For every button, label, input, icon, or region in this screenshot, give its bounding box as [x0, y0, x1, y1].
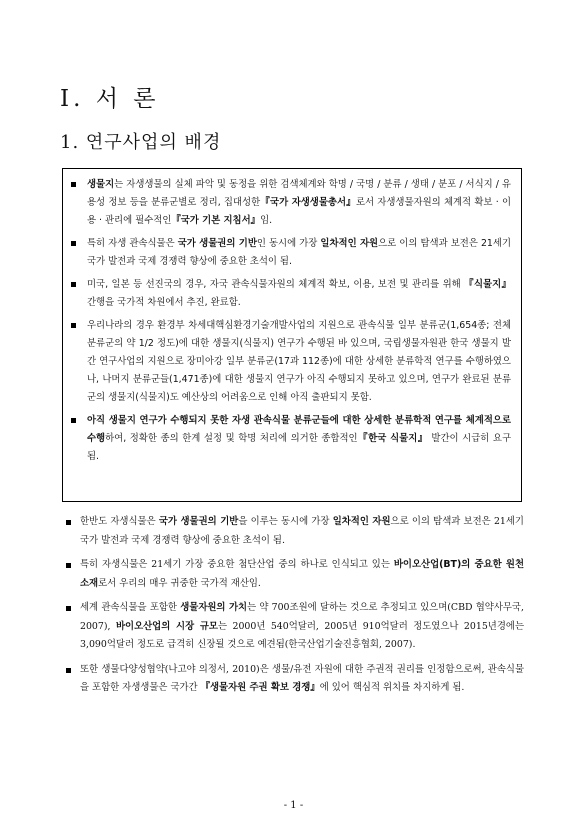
body-list — [62, 513, 524, 704]
bold-text: 『국가 기본 지침서』 — [171, 215, 261, 226]
bold-text: 일차적인 자원 — [320, 238, 379, 249]
bold-text: 생물자원의 가치 — [180, 602, 248, 613]
section-title: 1. 연구사업의 배경 — [60, 132, 222, 153]
text-run: 는 약 700조원에 달하는 것으로 추정되고 있으며(CBD 협약사무국, 2007), — [80, 602, 524, 632]
summary-list-item — [69, 412, 511, 466]
summary-list-item — [69, 276, 511, 312]
summary-list-item — [69, 235, 511, 271]
body-list-item — [62, 513, 524, 550]
body-list-item — [62, 556, 524, 593]
body-list-item — [62, 599, 524, 655]
text-run: 는 자생생물의 실체 파악 및 동정을 위한 검색체계와 학명 / 국명 / 분류 / 생태 / 분포 / 서식지 / 유용성 정보 등을 분류군별로 정리, 집대성한 — [87, 179, 511, 208]
text-run: 간행을 국가적 차원에서 추진, 완료함. — [87, 297, 241, 308]
text-run: 로서 우리의 매우 귀중한 국가적 재산임. — [98, 577, 261, 589]
bold-text: 『식물지』 — [464, 279, 511, 290]
text-run: 미국, 일본 등 선진국의 경우, 자국 관속식물자원의 체계적 확보, 이용, 보전 및 관리를 위해 — [87, 279, 465, 290]
bold-text: 바이오산업의 시장 규모 — [115, 620, 218, 632]
bold-text: 생물지 — [87, 179, 115, 190]
text-run: 으로 이의 탐색과 보전은 21세기 국가 발전과 국제 경쟁력 향상에 중요한 초석이 됨. — [80, 516, 524, 546]
text-run: 임. — [260, 215, 273, 226]
bold-text: 『국가 자생생물총서』 — [260, 197, 356, 208]
square-bullet-icon — [71, 282, 76, 287]
page-number: - 1 - — [283, 800, 304, 811]
text-run: 으로 이의 탐색과 보전은 21세기 국가 발전과 국제 경쟁력 향상에 중요한 초석이 됨. — [87, 238, 512, 267]
summary-list — [69, 176, 511, 466]
bold-text: 일차적인 자원 — [332, 516, 391, 527]
text-run: 에 있어 핵심적 위치를 차지하게 됨. — [319, 682, 465, 693]
text-run: 세계 관속식물을 포함한 — [80, 602, 181, 613]
square-bullet-icon — [66, 606, 71, 611]
text-run: 발간이 시급히 요구됨. — [87, 433, 512, 462]
chapter-title: I. 서 론 — [60, 86, 160, 112]
text-run: 우리나라의 경우 환경부 차세대핵심환경기술개발사업의 지원으로 관속식물 일부 분류군(1,654종; 전체 분류군의 약 1/2 정도)에 대한 생물지(식물지) 연구가 수행된 바 있으며, 국립생물자원관 한국 생물지 발간 연구사업의 지원으로 장미아강 일부 분류군(17과 112종)에 대한 상세한 분류학적 연구를 수행하였으나, 나머지 분류군들(1,471종)에 대한 생물지 연구가 아직 수행되지 못하고 있으며, 연구가 완료된 분류군의 생물지(식물지)도 예산상의 어려움으로 인해 아직 출판되지 못함. — [87, 320, 511, 403]
square-bullet-icon — [71, 418, 76, 423]
text-run: 특히 자생 관속식물은 — [87, 238, 178, 249]
bold-text: 『생물자원 주권 확보 경쟁』 — [200, 682, 320, 693]
text-run: 또한 생물다양성협약(나고야 의정서, 2010)은 생물/유전 자원에 대한 주권적 권리를 인정함으로써, 관속식물을 포함한 자생생물은 국가간 — [80, 663, 524, 693]
text-run: 을 이루는 동시에 가장 — [238, 516, 333, 527]
summary-list-item — [69, 317, 511, 407]
square-bullet-icon — [66, 563, 71, 568]
bold-text: 국가 생물권의 기반 — [158, 516, 239, 527]
text-run: 한반도 자생식물은 — [80, 516, 159, 527]
square-bullet-icon — [71, 241, 76, 246]
square-bullet-icon — [66, 668, 71, 673]
text-run: 로서 자생생물자원의 체계적 확보 · 이용 · 관리에 필수적인 — [87, 197, 511, 226]
bold-text: 『한국 식물지』 — [357, 433, 428, 444]
square-bullet-icon — [66, 520, 71, 525]
bold-text: 바이오산업(BT)의 중요한 원천 소재 — [80, 559, 524, 589]
summary-list-item — [69, 176, 511, 230]
bold-text: 국가 생물권의 기반 — [177, 238, 257, 249]
body-list-item — [62, 661, 524, 698]
square-bullet-icon — [71, 182, 76, 187]
summary-box — [62, 168, 522, 502]
bold-text: 아직 생물지 연구가 수행되지 못한 자생 관속식물 분류군들에 대한 상세한 분류학적 연구를 체계적으로 수행 — [87, 415, 511, 444]
text-run: 특히 자생식물은 21세기 가장 중요한 첨단산업 중의 하나로 인식되고 있는 — [80, 559, 394, 570]
text-run: 인 동시에 가장 — [256, 238, 321, 249]
square-bullet-icon — [71, 323, 76, 328]
text-run: 하여, 정확한 종의 한계 설정 및 학명 처리에 의거한 종합적인 — [105, 433, 358, 444]
text-run: 는 2000년 540억달러, 2005년 910억달러 정도였으나 2015년경에는 3,090억달러 정도로 급격히 신장될 것으로 예견됨(한국산업기술진흥협회, 2007). — [80, 620, 525, 650]
